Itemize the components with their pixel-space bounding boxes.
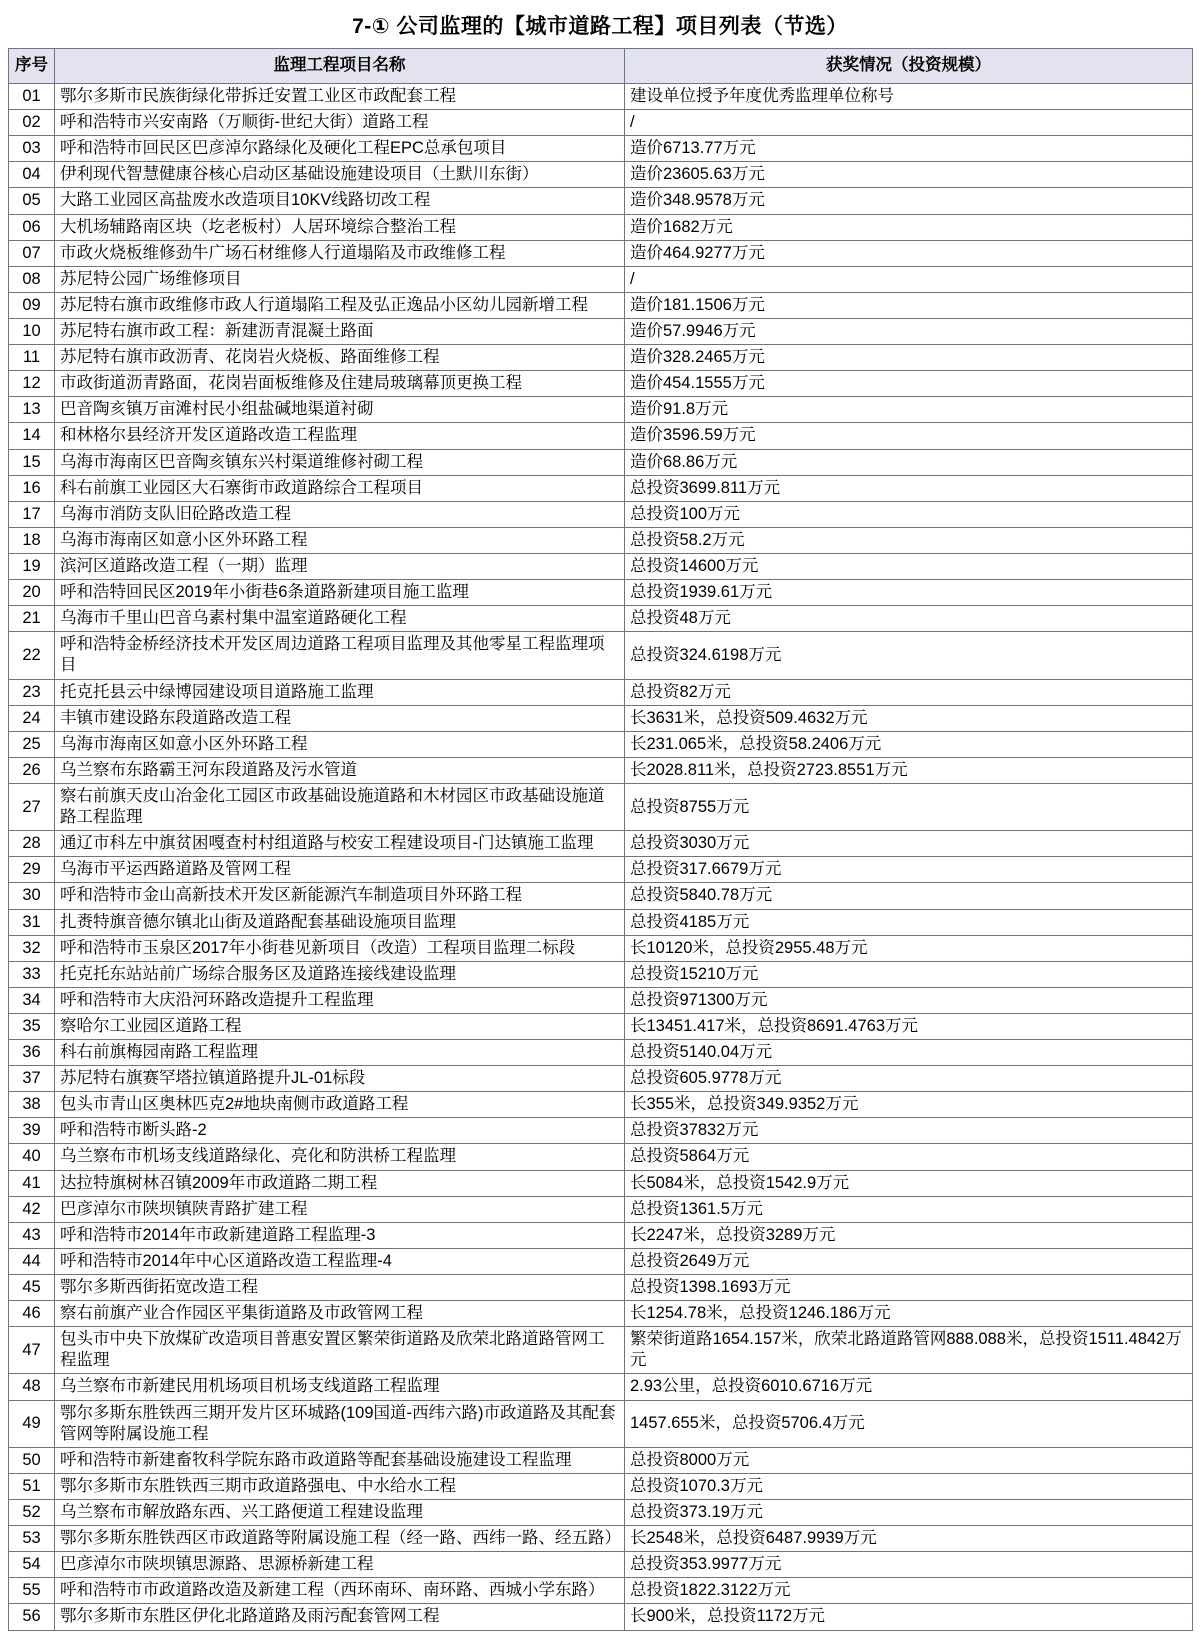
- row-index: 03: [9, 136, 55, 162]
- projects-table: [8, 48, 1193, 1631]
- row-index: 25: [9, 731, 55, 757]
- row-award: 总投资2649万元: [625, 1248, 1193, 1274]
- row-project-name: 鄂尔多斯西街拓宽改造工程: [55, 1275, 625, 1301]
- table-row: [9, 1327, 1193, 1374]
- table-row: [9, 883, 1193, 909]
- row-project-name: 苏尼特右旗市政维修市政人行道塌陷工程及弘正逸品小区幼儿园新增工程: [55, 292, 625, 318]
- row-project-name: 托克托东站站前广场综合服务区及道路连接线建设监理: [55, 961, 625, 987]
- row-award: 总投资82万元: [625, 679, 1193, 705]
- row-award: 总投资353.9977万元: [625, 1552, 1193, 1578]
- row-project-name: 乌兰察布市机场支线道路绿化、亮化和防洪桥工程监理: [55, 1144, 625, 1170]
- row-index: 06: [9, 214, 55, 240]
- table-row: [9, 1500, 1193, 1526]
- row-award: 总投资5140.04万元: [625, 1040, 1193, 1066]
- row-index: 56: [9, 1604, 55, 1630]
- table-row: [9, 632, 1193, 679]
- row-award: 总投资5864万元: [625, 1144, 1193, 1170]
- row-award: 总投资1361.5万元: [625, 1196, 1193, 1222]
- table-row: [9, 188, 1193, 214]
- table-row: [9, 553, 1193, 579]
- table-row: [9, 1400, 1193, 1447]
- table-row: [9, 266, 1193, 292]
- row-index: 01: [9, 84, 55, 110]
- row-index: 28: [9, 831, 55, 857]
- table-row: [9, 318, 1193, 344]
- row-project-name: 呼和浩特市断头路-2: [55, 1118, 625, 1144]
- row-award: 造价454.1555万元: [625, 371, 1193, 397]
- row-award: 总投资15210万元: [625, 961, 1193, 987]
- row-award: 总投资1398.1693万元: [625, 1275, 1193, 1301]
- row-index: 45: [9, 1275, 55, 1301]
- row-award: 总投资605.9778万元: [625, 1066, 1193, 1092]
- row-award: 总投资14600万元: [625, 553, 1193, 579]
- table-row: [9, 831, 1193, 857]
- table-row: [9, 757, 1193, 783]
- row-award: 长5084米，总投资1542.9万元: [625, 1170, 1193, 1196]
- row-award: 长3631米，总投资509.4632万元: [625, 705, 1193, 731]
- table-header: [9, 49, 1193, 84]
- table-row: [9, 240, 1193, 266]
- row-award: 2.93公里，总投资6010.6716万元: [625, 1374, 1193, 1400]
- table-row: [9, 501, 1193, 527]
- row-award: 总投资100万元: [625, 501, 1193, 527]
- table-row: [9, 1040, 1193, 1066]
- row-index: 39: [9, 1118, 55, 1144]
- row-project-name: 呼和浩特市大庆沿河环路改造提升工程监理: [55, 987, 625, 1013]
- table-header-row: [9, 49, 1193, 84]
- table-row: [9, 1578, 1193, 1604]
- table-row: [9, 475, 1193, 501]
- row-project-name: 呼和浩特市金山高新技术开发区新能源汽车制造项目外环路工程: [55, 883, 625, 909]
- row-index: 40: [9, 1144, 55, 1170]
- row-award: 造价68.86万元: [625, 449, 1193, 475]
- row-index: 49: [9, 1400, 55, 1447]
- table-row: [9, 527, 1193, 553]
- row-award: 总投资48万元: [625, 606, 1193, 632]
- row-award: 总投资37832万元: [625, 1118, 1193, 1144]
- table-row: [9, 214, 1193, 240]
- row-index: 55: [9, 1578, 55, 1604]
- row-award: 长355米，总投资349.9352万元: [625, 1092, 1193, 1118]
- row-award: 造价57.9946万元: [625, 318, 1193, 344]
- row-project-name: 扎赉特旗音德尔镇北山街及道路配套基础设施项目监理: [55, 909, 625, 935]
- row-project-name: 和林格尔县经济开发区道路改造工程监理: [55, 423, 625, 449]
- table-row: [9, 1552, 1193, 1578]
- table-row: [9, 580, 1193, 606]
- row-index: 43: [9, 1222, 55, 1248]
- table-row: [9, 679, 1193, 705]
- row-index: 21: [9, 606, 55, 632]
- row-award: 总投资971300万元: [625, 987, 1193, 1013]
- table-row: [9, 423, 1193, 449]
- row-index: 31: [9, 909, 55, 935]
- row-project-name: 乌海市海南区如意小区外环路工程: [55, 731, 625, 757]
- row-index: 10: [9, 318, 55, 344]
- column-header-award: 获奖情况（投资规模）: [625, 49, 1193, 84]
- row-index: 18: [9, 527, 55, 553]
- row-project-name: 巴彦淖尔市陕坝镇陕青路扩建工程: [55, 1196, 625, 1222]
- row-index: 15: [9, 449, 55, 475]
- row-project-name: 鄂尔多斯市东胜区伊化北路道路及雨污配套管网工程: [55, 1604, 625, 1630]
- table-row: [9, 1374, 1193, 1400]
- row-award: 长2028.811米，总投资2723.8551万元: [625, 757, 1193, 783]
- table-row: [9, 345, 1193, 371]
- row-project-name: 科右前旗工业园区大石寨街市政道路综合工程项目: [55, 475, 625, 501]
- row-project-name: 乌海市海南区如意小区外环路工程: [55, 527, 625, 553]
- row-award: 长2548米，总投资6487.9939万元: [625, 1526, 1193, 1552]
- row-index: 12: [9, 371, 55, 397]
- table-row: [9, 1301, 1193, 1327]
- row-index: 47: [9, 1327, 55, 1374]
- row-index: 19: [9, 553, 55, 579]
- row-index: 32: [9, 935, 55, 961]
- row-index: 02: [9, 110, 55, 136]
- row-project-name: 呼和浩特市2014年市政新建道路工程监理-3: [55, 1222, 625, 1248]
- row-index: 50: [9, 1447, 55, 1473]
- table-row: [9, 705, 1193, 731]
- row-award: 总投资324.6198万元: [625, 632, 1193, 679]
- row-index: 30: [9, 883, 55, 909]
- row-project-name: 乌兰察布东路霸王河东段道路及污水管道: [55, 757, 625, 783]
- row-award: 建设单位授予年度优秀监理单位称号: [625, 84, 1193, 110]
- row-index: 34: [9, 987, 55, 1013]
- row-award: 总投资1070.3万元: [625, 1473, 1193, 1499]
- row-project-name: 苏尼特右旗赛罕塔拉镇道路提升JL-01标段: [55, 1066, 625, 1092]
- row-award: 总投资4185万元: [625, 909, 1193, 935]
- row-index: 37: [9, 1066, 55, 1092]
- table-row: [9, 1473, 1193, 1499]
- row-award: 造价3596.59万元: [625, 423, 1193, 449]
- row-project-name: 苏尼特公园广场维修项目: [55, 266, 625, 292]
- row-project-name: 大机场辅路南区块（圪老板村）人居环境综合整治工程: [55, 214, 625, 240]
- row-index: 27: [9, 783, 55, 830]
- row-index: 33: [9, 961, 55, 987]
- row-index: 35: [9, 1013, 55, 1039]
- row-index: 23: [9, 679, 55, 705]
- row-award: 长13451.417米，总投资8691.4763万元: [625, 1013, 1193, 1039]
- row-award: 总投资1822.3122万元: [625, 1578, 1193, 1604]
- row-index: 22: [9, 632, 55, 679]
- row-project-name: 包头市青山区奥林匹克2#地块南侧市政道路工程: [55, 1092, 625, 1118]
- row-award: 总投资1939.61万元: [625, 580, 1193, 606]
- row-project-name: 乌海市千里山巴音乌素村集中温室道路硬化工程: [55, 606, 625, 632]
- table-row: [9, 731, 1193, 757]
- table-row: [9, 1275, 1193, 1301]
- table-row: [9, 449, 1193, 475]
- table-row: [9, 397, 1193, 423]
- table-row: [9, 1526, 1193, 1552]
- row-index: 29: [9, 857, 55, 883]
- row-index: 53: [9, 1526, 55, 1552]
- row-project-name: 呼和浩特市兴安南路（万顺街-世纪大街）道路工程: [55, 110, 625, 136]
- row-index: 16: [9, 475, 55, 501]
- row-award: 造价23605.63万元: [625, 162, 1193, 188]
- row-index: 36: [9, 1040, 55, 1066]
- row-project-name: 乌兰察布市新建民用机场项目机场支线道路工程监理: [55, 1374, 625, 1400]
- table-row: [9, 783, 1193, 830]
- row-award: 总投资3699.811万元: [625, 475, 1193, 501]
- row-award: 1457.655米，总投资5706.4万元: [625, 1400, 1193, 1447]
- row-project-name: 乌海市消防支队旧砼路改造工程: [55, 501, 625, 527]
- table-row: [9, 1222, 1193, 1248]
- row-index: 48: [9, 1374, 55, 1400]
- row-award: 长10120米，总投资2955.48万元: [625, 935, 1193, 961]
- row-award: 造价91.8万元: [625, 397, 1193, 423]
- row-project-name: 滨河区道路改造工程（一期）监理: [55, 553, 625, 579]
- row-award: 长231.065米，总投资58.2406万元: [625, 731, 1193, 757]
- row-index: 11: [9, 345, 55, 371]
- table-row: [9, 935, 1193, 961]
- page-title: 7-① 公司监理的【城市道路工程】项目列表（节选）: [352, 15, 848, 38]
- row-award: 总投资8000万元: [625, 1447, 1193, 1473]
- row-project-name: 察右前旗产业合作园区平集街道路及市政管网工程: [55, 1301, 625, 1327]
- row-award: 总投资317.6679万元: [625, 857, 1193, 883]
- row-project-name: 鄂尔多斯东胜铁西三期开发片区环城路(109国道-西纬六路)市政道路及其配套管网等附属设施工程: [55, 1400, 625, 1447]
- table-row: [9, 371, 1193, 397]
- row-project-name: 达拉特旗树林召镇2009年市政道路二期工程: [55, 1170, 625, 1196]
- row-index: 46: [9, 1301, 55, 1327]
- row-project-name: 巴音陶亥镇万亩滩村民小组盐碱地渠道衬砌: [55, 397, 625, 423]
- row-index: 13: [9, 397, 55, 423]
- row-project-name: 鄂尔多斯市东胜铁西三期市政道路强电、中水给水工程: [55, 1473, 625, 1499]
- row-award: 总投资373.19万元: [625, 1500, 1193, 1526]
- row-award: 长1254.78米，总投资1246.186万元: [625, 1301, 1193, 1327]
- row-award: 繁荣街道路1654.157米，欣荣北路道路管网888.088米，总投资1511.4842万元: [625, 1327, 1193, 1374]
- column-header-project-name: 监理工程项目名称: [55, 49, 625, 84]
- row-project-name: 鄂尔多斯市民族街绿化带拆迁安置工业区市政配套工程: [55, 84, 625, 110]
- row-project-name: 丰镇市建设路东段道路改造工程: [55, 705, 625, 731]
- row-index: 09: [9, 292, 55, 318]
- table-row: [9, 292, 1193, 318]
- row-project-name: 乌海市海南区巴音陶亥镇东兴村渠道维修衬砌工程: [55, 449, 625, 475]
- row-project-name: 大路工业园区高盐废水改造项目10KV线路切改工程: [55, 188, 625, 214]
- table-row: [9, 987, 1193, 1013]
- row-index: 17: [9, 501, 55, 527]
- table-row: [9, 1170, 1193, 1196]
- table-row: [9, 1144, 1193, 1170]
- row-index: 08: [9, 266, 55, 292]
- table-row: [9, 857, 1193, 883]
- row-award: 造价348.9578万元: [625, 188, 1193, 214]
- table-row: [9, 84, 1193, 110]
- row-award: 造价6713.77万元: [625, 136, 1193, 162]
- row-award: 总投资5840.78万元: [625, 883, 1193, 909]
- table-row: [9, 1447, 1193, 1473]
- row-index: 51: [9, 1473, 55, 1499]
- row-project-name: 苏尼特右旗市政工程：新建沥青混凝土路面: [55, 318, 625, 344]
- table-row: [9, 1092, 1193, 1118]
- row-award: 造价181.1506万元: [625, 292, 1193, 318]
- table-row: [9, 162, 1193, 188]
- row-project-name: 呼和浩特市新建畜牧科学院东路市政道路等配套基础设施建设工程监理: [55, 1447, 625, 1473]
- row-project-name: 呼和浩特金桥经济技术开发区周边道路工程项目监理及其他零星工程监理项目: [55, 632, 625, 679]
- row-project-name: 托克托县云中绿博园建设项目道路施工监理: [55, 679, 625, 705]
- row-project-name: 呼和浩特市玉泉区2017年小街巷见新项目（改造）工程项目监理二标段: [55, 935, 625, 961]
- row-project-name: 伊利现代智慧健康谷核心启动区基础设施建设项目（土默川东街）: [55, 162, 625, 188]
- row-project-name: 市政火烧板维修劲牛广场石材维修人行道塌陷及市政维修工程: [55, 240, 625, 266]
- row-index: 04: [9, 162, 55, 188]
- row-project-name: 呼和浩特回民区2019年小街巷6条道路新建项目施工监理: [55, 580, 625, 606]
- row-award: 造价464.9277万元: [625, 240, 1193, 266]
- row-project-name: 乌海市平运西路道路及管网工程: [55, 857, 625, 883]
- row-project-name: 市政街道沥青路面，花岗岩面板维修及住建局玻璃幕顶更换工程: [55, 371, 625, 397]
- row-project-name: 包头市中央下放煤矿改造项目普惠安置区繁荣街道路及欣荣北路道路管网工程监理: [55, 1327, 625, 1374]
- row-index: 52: [9, 1500, 55, 1526]
- row-index: 41: [9, 1170, 55, 1196]
- row-index: 44: [9, 1248, 55, 1274]
- row-index: 54: [9, 1552, 55, 1578]
- table-row: [9, 1248, 1193, 1274]
- row-index: 14: [9, 423, 55, 449]
- row-project-name: 乌兰察布市解放路东西、兴工路便道工程建设监理: [55, 1500, 625, 1526]
- row-award: 总投资58.2万元: [625, 527, 1193, 553]
- table-row: [9, 1013, 1193, 1039]
- table-row: [9, 1196, 1193, 1222]
- table-row: [9, 909, 1193, 935]
- row-project-name: 通辽市科左中旗贫困嘎查村村组道路与校安工程建设项目-门达镇施工监理: [55, 831, 625, 857]
- column-header-index: 序号: [9, 49, 55, 84]
- row-award: /: [625, 266, 1193, 292]
- row-project-name: 察哈尔工业园区道路工程: [55, 1013, 625, 1039]
- table-row: [9, 1604, 1193, 1630]
- row-index: 42: [9, 1196, 55, 1222]
- table-row: [9, 1118, 1193, 1144]
- table-row: [9, 136, 1193, 162]
- row-index: 24: [9, 705, 55, 731]
- row-index: 07: [9, 240, 55, 266]
- row-award: 总投资3030万元: [625, 831, 1193, 857]
- row-project-name: 呼和浩特市市政道路改造及新建工程（西环南环、南环路、西城小学东路）: [55, 1578, 625, 1604]
- table-row: [9, 1066, 1193, 1092]
- table-row: [9, 961, 1193, 987]
- row-project-name: 苏尼特右旗市政沥青、花岗岩火烧板、路面维修工程: [55, 345, 625, 371]
- row-award: 长2247米，总投资3289万元: [625, 1222, 1193, 1248]
- row-index: 05: [9, 188, 55, 214]
- row-award: 总投资8755万元: [625, 783, 1193, 830]
- row-award: /: [625, 110, 1193, 136]
- row-award: 长900米，总投资1172万元: [625, 1604, 1193, 1630]
- row-project-name: 呼和浩特市回民区巴彦淖尔路绿化及硬化工程EPC总承包项目: [55, 136, 625, 162]
- row-project-name: 呼和浩特市2014年中心区道路改造工程监理-4: [55, 1248, 625, 1274]
- row-award: 造价328.2465万元: [625, 345, 1193, 371]
- row-award: 造价1682万元: [625, 214, 1193, 240]
- row-index: 38: [9, 1092, 55, 1118]
- table-row: [9, 606, 1193, 632]
- table-body: [9, 84, 1193, 1631]
- row-project-name: 巴彦淖尔市陕坝镇思源路、思源桥新建工程: [55, 1552, 625, 1578]
- table-row: [9, 110, 1193, 136]
- row-index: 26: [9, 757, 55, 783]
- row-index: 20: [9, 580, 55, 606]
- row-project-name: 察右前旗天皮山冶金化工园区市政基础设施道路和木材园区市政基础设施道路工程监理: [55, 783, 625, 830]
- row-project-name: 鄂尔多斯东胜铁西区市政道路等附属设施工程（经一路、西纬一路、经五路）: [55, 1526, 625, 1552]
- row-project-name: 科右前旗梅园南路工程监理: [55, 1040, 625, 1066]
